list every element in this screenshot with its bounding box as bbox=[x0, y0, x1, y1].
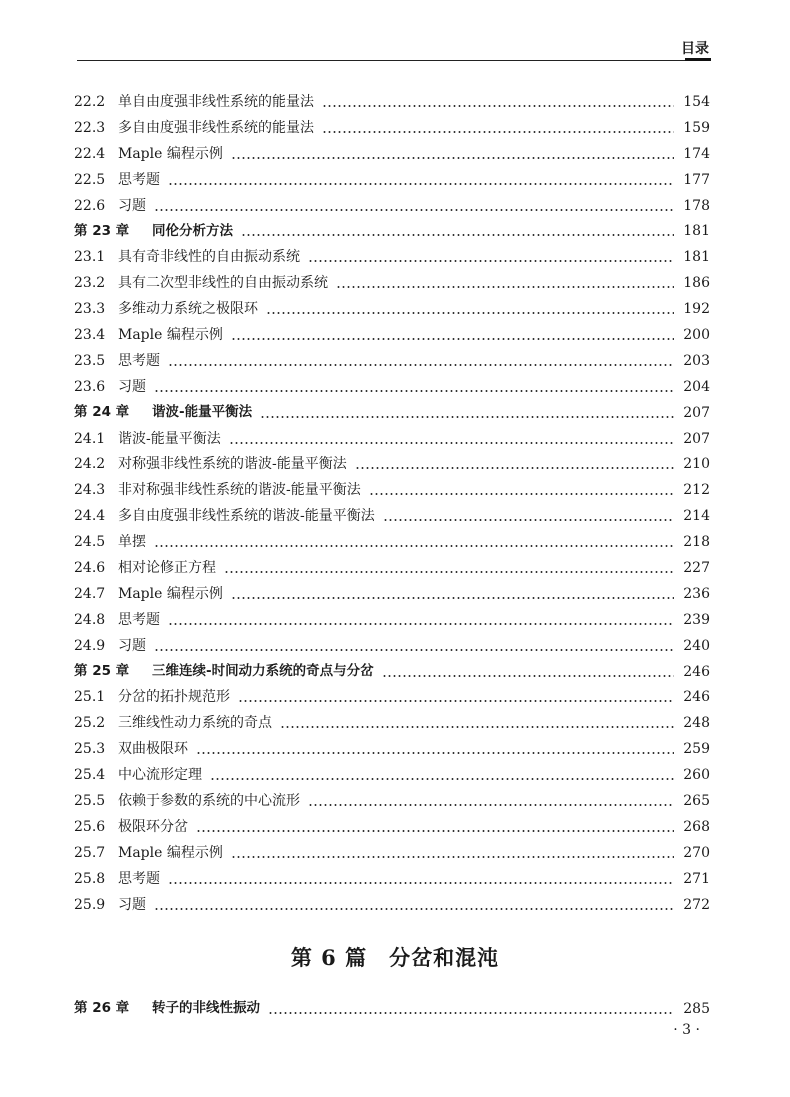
toc-chapter-entry[interactable] bbox=[74, 400, 710, 426]
section-title: 非对称强非线性系统的谐波-能量平衡法 bbox=[118, 482, 361, 499]
page-number-ref: 177 bbox=[683, 171, 710, 188]
chapter-number: 第 25 章 bbox=[74, 662, 130, 679]
dot-leader bbox=[308, 260, 674, 262]
page-number-ref: 178 bbox=[683, 197, 710, 214]
toc-section-entry[interactable] bbox=[74, 115, 710, 141]
section-number: 22.6 bbox=[74, 197, 106, 214]
page-number-ref: 154 bbox=[683, 93, 710, 110]
dot-leader bbox=[154, 545, 674, 547]
section-title: 多维动力系统之极限环 bbox=[118, 301, 258, 318]
header-title: 目录 bbox=[681, 41, 709, 57]
section-title: 多自由度强非线性系统的能量法 bbox=[118, 119, 314, 136]
page-number-ref: 207 bbox=[683, 430, 710, 447]
section-number: 22.4 bbox=[74, 145, 106, 162]
dot-leader bbox=[383, 519, 674, 521]
toc-section-entry[interactable] bbox=[74, 710, 710, 736]
section-title: Maple 编程示例 bbox=[118, 326, 223, 343]
section-title: Maple 编程示例 bbox=[118, 844, 223, 861]
page-number-ref: 240 bbox=[683, 637, 710, 654]
chapter-title: 谐波-能量平衡法 bbox=[152, 403, 253, 420]
dot-leader bbox=[231, 157, 674, 159]
page-number-ref: 200 bbox=[683, 326, 710, 343]
dot-leader bbox=[231, 597, 674, 599]
section-number: 24.1 bbox=[74, 430, 106, 447]
dot-leader bbox=[196, 830, 674, 832]
dot-leader bbox=[355, 467, 674, 469]
dot-leader bbox=[154, 908, 674, 910]
page-number-ref: 203 bbox=[683, 352, 710, 369]
dot-leader bbox=[322, 131, 674, 133]
section-title: 中心流形定理 bbox=[118, 767, 202, 784]
section-title: 思考题 bbox=[118, 352, 160, 369]
section-number: 24.4 bbox=[74, 508, 106, 525]
page-number-ref: 271 bbox=[683, 870, 710, 887]
page-number-ref: 214 bbox=[683, 508, 710, 525]
toc-chapter-entry[interactable] bbox=[74, 996, 710, 1022]
toc-section-entry[interactable] bbox=[74, 866, 710, 892]
chapter-number: 第 26 章 bbox=[74, 1000, 130, 1017]
toc-section-entry[interactable] bbox=[74, 270, 710, 296]
toc-section-entry[interactable] bbox=[74, 89, 710, 115]
toc-section-entry[interactable] bbox=[74, 762, 710, 788]
section-title: Maple 编程示例 bbox=[118, 585, 223, 602]
dot-leader bbox=[322, 105, 674, 107]
page-number-ref: 268 bbox=[683, 818, 710, 835]
page-number-ref: 186 bbox=[683, 275, 710, 292]
section-title: 习题 bbox=[118, 378, 146, 395]
toc-section-entry[interactable] bbox=[74, 193, 710, 219]
toc-section-entry[interactable] bbox=[74, 503, 710, 529]
header-rule bbox=[77, 60, 711, 61]
chapter-number: 第 23 章 bbox=[74, 222, 130, 239]
dot-leader bbox=[154, 209, 674, 211]
page-number-ref: 285 bbox=[683, 1000, 710, 1017]
dot-leader bbox=[369, 493, 674, 495]
dot-leader bbox=[238, 700, 674, 702]
toc-section-entry[interactable] bbox=[74, 607, 710, 633]
section-title: 单自由度强非线性系统的能量法 bbox=[118, 93, 314, 110]
dot-leader bbox=[196, 752, 674, 754]
section-title: 习题 bbox=[118, 896, 146, 913]
dot-leader bbox=[260, 416, 674, 418]
chapter-title: 转子的非线性振动 bbox=[152, 1000, 260, 1017]
section-number: 22.5 bbox=[74, 171, 106, 188]
page-number-ref: 265 bbox=[683, 792, 710, 809]
dot-leader bbox=[154, 390, 674, 392]
part-label: 第 6 篇 bbox=[290, 945, 368, 970]
toc-section-entry[interactable] bbox=[74, 296, 710, 322]
section-title: 双曲极限环 bbox=[118, 741, 188, 758]
section-number: 22.3 bbox=[74, 119, 106, 136]
toc-section-entry[interactable] bbox=[74, 684, 710, 710]
page-number-ref: 174 bbox=[683, 145, 710, 162]
section-title: 谐波-能量平衡法 bbox=[118, 430, 221, 447]
toc-section-entry[interactable] bbox=[74, 529, 710, 555]
section-number: 24.8 bbox=[74, 611, 106, 628]
section-number: 23.2 bbox=[74, 275, 106, 292]
section-title: 思考题 bbox=[118, 171, 160, 188]
dot-leader bbox=[229, 442, 674, 444]
section-number: 25.9 bbox=[74, 896, 106, 913]
section-number: 23.3 bbox=[74, 301, 106, 318]
section-number: 24.5 bbox=[74, 534, 106, 551]
page-number-ref: 270 bbox=[683, 844, 710, 861]
section-number: 25.2 bbox=[74, 715, 106, 732]
dot-leader bbox=[154, 649, 674, 651]
section-number: 23.4 bbox=[74, 326, 106, 343]
section-title: 分岔的拓扑规范形 bbox=[118, 689, 230, 706]
toc-section-entry[interactable] bbox=[74, 555, 710, 581]
page-number-ref: 272 bbox=[683, 896, 710, 913]
section-number: 25.3 bbox=[74, 741, 106, 758]
page-number-ref: 181 bbox=[683, 249, 710, 266]
section-title: 单摆 bbox=[118, 534, 146, 551]
toc-section-entry[interactable] bbox=[74, 736, 710, 762]
dot-leader bbox=[168, 623, 674, 625]
page-number-ref: 192 bbox=[683, 301, 710, 318]
page-number-ref: 207 bbox=[683, 404, 710, 421]
page-number-ref: 210 bbox=[683, 456, 710, 473]
page-number-ref: 181 bbox=[683, 223, 710, 240]
section-title: 依赖于参数的系统的中心流形 bbox=[118, 792, 300, 809]
section-number: 24.2 bbox=[74, 456, 106, 473]
dot-leader bbox=[168, 882, 674, 884]
section-title: 思考题 bbox=[118, 870, 160, 887]
page-number-ref: 246 bbox=[683, 689, 710, 706]
section-title: 相对论修正方程 bbox=[118, 559, 216, 576]
section-number: 24.3 bbox=[74, 482, 106, 499]
dot-leader bbox=[382, 675, 674, 677]
section-number: 25.5 bbox=[74, 792, 106, 809]
dot-leader bbox=[280, 726, 674, 728]
section-title: 具有奇非线性的自由振动系统 bbox=[118, 249, 300, 266]
section-number: 25.6 bbox=[74, 818, 106, 835]
section-number: 24.6 bbox=[74, 559, 106, 576]
page-number-ref: 248 bbox=[683, 715, 710, 732]
section-number: 24.7 bbox=[74, 585, 106, 602]
section-number: 24.9 bbox=[74, 637, 106, 654]
toc-chapter-entry[interactable] bbox=[74, 659, 710, 685]
toc-section-entry[interactable] bbox=[74, 477, 710, 503]
section-title: 对称强非线性系统的谐波-能量平衡法 bbox=[118, 456, 347, 473]
section-title: 习题 bbox=[118, 637, 146, 654]
page-number: · 3 · bbox=[673, 1022, 700, 1038]
table-of-contents-continued bbox=[74, 996, 710, 1022]
section-number: 23.1 bbox=[74, 249, 106, 266]
page-number-ref: 218 bbox=[683, 534, 710, 551]
toc-section-entry[interactable] bbox=[74, 348, 710, 374]
toc-chapter-entry[interactable] bbox=[74, 218, 710, 244]
toc-section-entry[interactable] bbox=[74, 244, 710, 270]
page-number-ref: 227 bbox=[683, 559, 710, 576]
chapter-title: 同伦分析方法 bbox=[152, 222, 233, 239]
section-number: 25.1 bbox=[74, 689, 106, 706]
page-number-ref: 239 bbox=[683, 611, 710, 628]
dot-leader bbox=[241, 234, 674, 236]
section-number: 23.6 bbox=[74, 378, 106, 395]
section-title: 三维线性动力系统的奇点 bbox=[118, 715, 272, 732]
chapter-title: 三维连续-时间动力系统的奇点与分岔 bbox=[152, 662, 374, 679]
dot-leader bbox=[224, 571, 674, 573]
dot-leader bbox=[336, 286, 674, 288]
table-of-contents bbox=[74, 89, 710, 918]
section-number: 23.5 bbox=[74, 352, 106, 369]
toc-section-entry[interactable] bbox=[74, 814, 710, 840]
page-number-ref: 260 bbox=[683, 767, 710, 784]
dot-leader bbox=[210, 778, 674, 780]
section-number: 25.4 bbox=[74, 767, 106, 784]
section-title: 极限环分岔 bbox=[118, 818, 188, 835]
page-number-ref: 259 bbox=[683, 741, 710, 758]
toc-section-entry[interactable] bbox=[74, 581, 710, 607]
toc-section-entry[interactable] bbox=[74, 633, 710, 659]
page-number-ref: 204 bbox=[683, 378, 710, 395]
toc-section-entry[interactable] bbox=[74, 788, 710, 814]
toc-section-entry[interactable] bbox=[74, 840, 710, 866]
section-title: 多自由度强非线性系统的谐波-能量平衡法 bbox=[118, 508, 375, 525]
section-number: 22.2 bbox=[74, 93, 106, 110]
page-number-ref: 246 bbox=[683, 663, 710, 680]
dot-leader bbox=[308, 804, 674, 806]
part-title: 分岔和混沌 bbox=[389, 945, 500, 970]
dot-leader bbox=[266, 312, 674, 314]
section-title: 习题 bbox=[118, 197, 146, 214]
toc-section-entry[interactable] bbox=[74, 374, 710, 400]
dot-leader bbox=[231, 856, 674, 858]
section-title: 具有二次型非线性的自由振动系统 bbox=[118, 275, 328, 292]
toc-section-entry[interactable] bbox=[74, 322, 710, 348]
page-number-ref: 159 bbox=[683, 119, 710, 136]
section-number: 25.7 bbox=[74, 844, 106, 861]
dot-leader bbox=[168, 364, 674, 366]
header-rule-accent bbox=[685, 58, 711, 61]
section-title: Maple 编程示例 bbox=[118, 145, 223, 162]
dot-leader bbox=[268, 1012, 674, 1014]
toc-section-entry[interactable] bbox=[74, 892, 710, 918]
toc-section-entry[interactable] bbox=[74, 141, 710, 167]
page-number-ref: 212 bbox=[683, 482, 710, 499]
chapter-number: 第 24 章 bbox=[74, 403, 130, 420]
section-title: 思考题 bbox=[118, 611, 160, 628]
toc-section-entry[interactable] bbox=[74, 426, 710, 452]
section-number: 25.8 bbox=[74, 870, 106, 887]
part-heading bbox=[0, 942, 790, 972]
page-number-ref: 236 bbox=[683, 585, 710, 602]
dot-leader bbox=[168, 183, 674, 185]
toc-section-entry[interactable] bbox=[74, 167, 710, 193]
dot-leader bbox=[231, 338, 674, 340]
toc-section-entry[interactable] bbox=[74, 451, 710, 477]
